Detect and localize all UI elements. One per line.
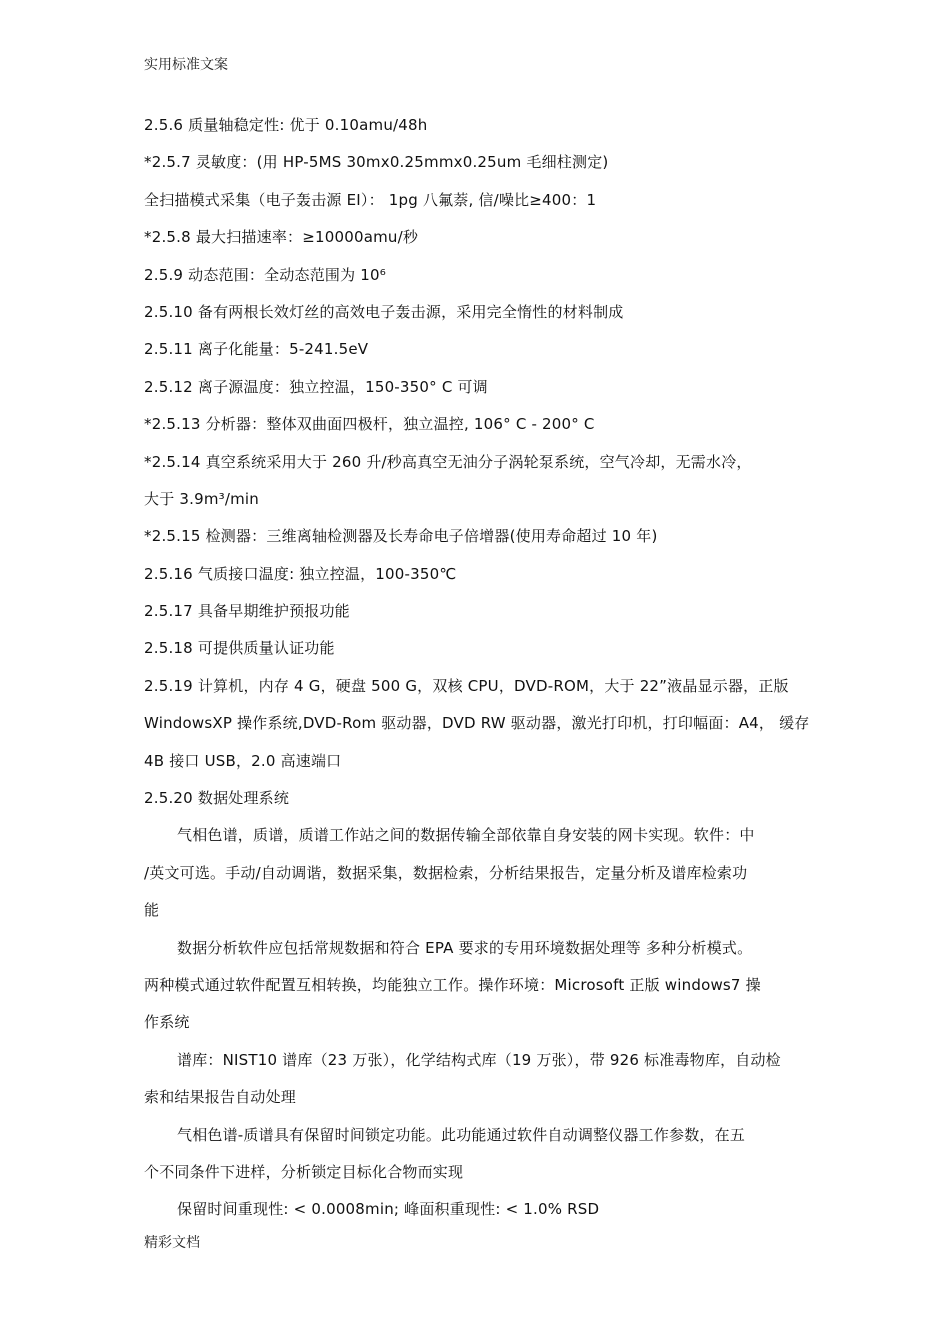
spec-line-2-5-20: 2.5.20 数据处理系统	[144, 789, 290, 808]
spec-line-2-5-19-cont-2: 4B 接口 USB，2.0 高速端口	[144, 751, 342, 770]
paragraph-data-transfer-line-3: 能	[144, 901, 160, 920]
paragraph-retention-lock-line-1: 气相色谱-质谱具有保留时间锁定功能。此功能通过软件自动调整仪器工作参数，在五	[177, 1125, 746, 1144]
paragraph-data-transfer-line-2: /英文可选。手动/自动调谐，数据采集，数据检索，分析结果报告，定量分析及谱库检索功	[144, 863, 748, 882]
spec-line-2-5-9: 2.5.9 动态范围：全动态范围为 10⁶	[144, 265, 387, 284]
spec-line-2-5-16: 2.5.16 气质接口温度: 独立控温，100-350℃	[144, 564, 457, 583]
spec-line-2-5-10: 2.5.10 备有两根长效灯丝的高效电子轰击源，采用完全惰性的材料制成	[144, 302, 624, 321]
spec-line-2-5-12: 2.5.12 离子源温度：独立控温，150-350° C 可调	[144, 377, 488, 396]
page-header: 实用标准文案	[144, 57, 228, 73]
paragraph-analysis-software-line-3: 作系统	[144, 1013, 190, 1032]
spec-line-2-5-19: 2.5.19 计算机，内存 4 G，硬盘 500 G，双核 CPU，DVD-ROM，大于 22”液晶显示器，正版	[144, 676, 789, 695]
paragraph-library-line-2: 索和结果报告自动处理	[144, 1088, 297, 1107]
page-footer: 精彩文档	[144, 1235, 200, 1251]
paragraph-data-transfer-line-1: 气相色谱，质谱，质谱工作站之间的数据传输全部依靠自身安装的网卡实现。软件：中	[177, 826, 755, 845]
spec-line-2-5-14: *2.5.14 真空系统采用大于 260 升/秒高真空无油分子涡轮泵系统，空气冷却，无需水冷，	[144, 452, 752, 471]
document-body	[144, 107, 820, 1229]
spec-line-2-5-11: 2.5.11 离子化能量：5-241.5eV	[144, 340, 369, 359]
paragraph-retention-lock-line-2: 个不同条件下进样，分析锁定目标化合物而实现	[144, 1162, 464, 1181]
paragraph-library-line-1: 谱库：NIST10 谱库（23 万张），化学结构式库（19 万张），带 926 标准毒物库，自动检	[177, 1050, 781, 1069]
spec-line-2-5-7: *2.5.7 灵敏度：(用 HP-5MS 30mx0.25mmx0.25um 毛细柱测定)	[144, 153, 609, 172]
spec-line-2-5-6: 2.5.6 质量轴稳定性: 优于 0.10amu/48h	[144, 116, 428, 134]
paragraph-reproducibility: 保留时间重现性: < 0.0008min; 峰面积重现性: < 1.0% RSD	[177, 1200, 600, 1219]
paragraph-analysis-software-line-2: 两种模式通过软件配置互相转换，均能独立工作。操作环境：Microsoft 正版 windows7 操	[144, 975, 761, 994]
spec-line-2-5-14-cont: 大于 3.9m³/min	[144, 489, 259, 508]
spec-line-2-5-8: *2.5.8 最大扫描速率：≥10000amu/秒	[144, 228, 419, 247]
spec-line-2-5-15: *2.5.15 检测器：三维离轴检测器及长寿命电子倍增器(使用寿命超过 10 年)	[144, 527, 658, 546]
spec-line-2-5-19-cont-1: WindowsXP 操作系统,DVD-Rom 驱动器，DVD RW 驱动器，激光打印机，打印幅面：A4， 缓存	[144, 714, 810, 733]
spec-line-2-5-13: *2.5.13 分析器：整体双曲面四极杆，独立温控, 106° C - 200° C	[144, 415, 595, 434]
paragraph-analysis-software-line-1: 数据分析软件应包括常规数据和符合 EPA 要求的专用环境数据处理等 多种分析模式。	[177, 938, 753, 957]
spec-line-2-5-17: 2.5.17 具备早期维护预报功能	[144, 602, 350, 621]
spec-line-full-scan: 全扫描模式采集（电子轰击源 EI）： 1pg 八氟萘, 信/噪比≥400：1	[144, 190, 597, 209]
spec-line-2-5-18: 2.5.18 可提供质量认证功能	[144, 639, 335, 658]
